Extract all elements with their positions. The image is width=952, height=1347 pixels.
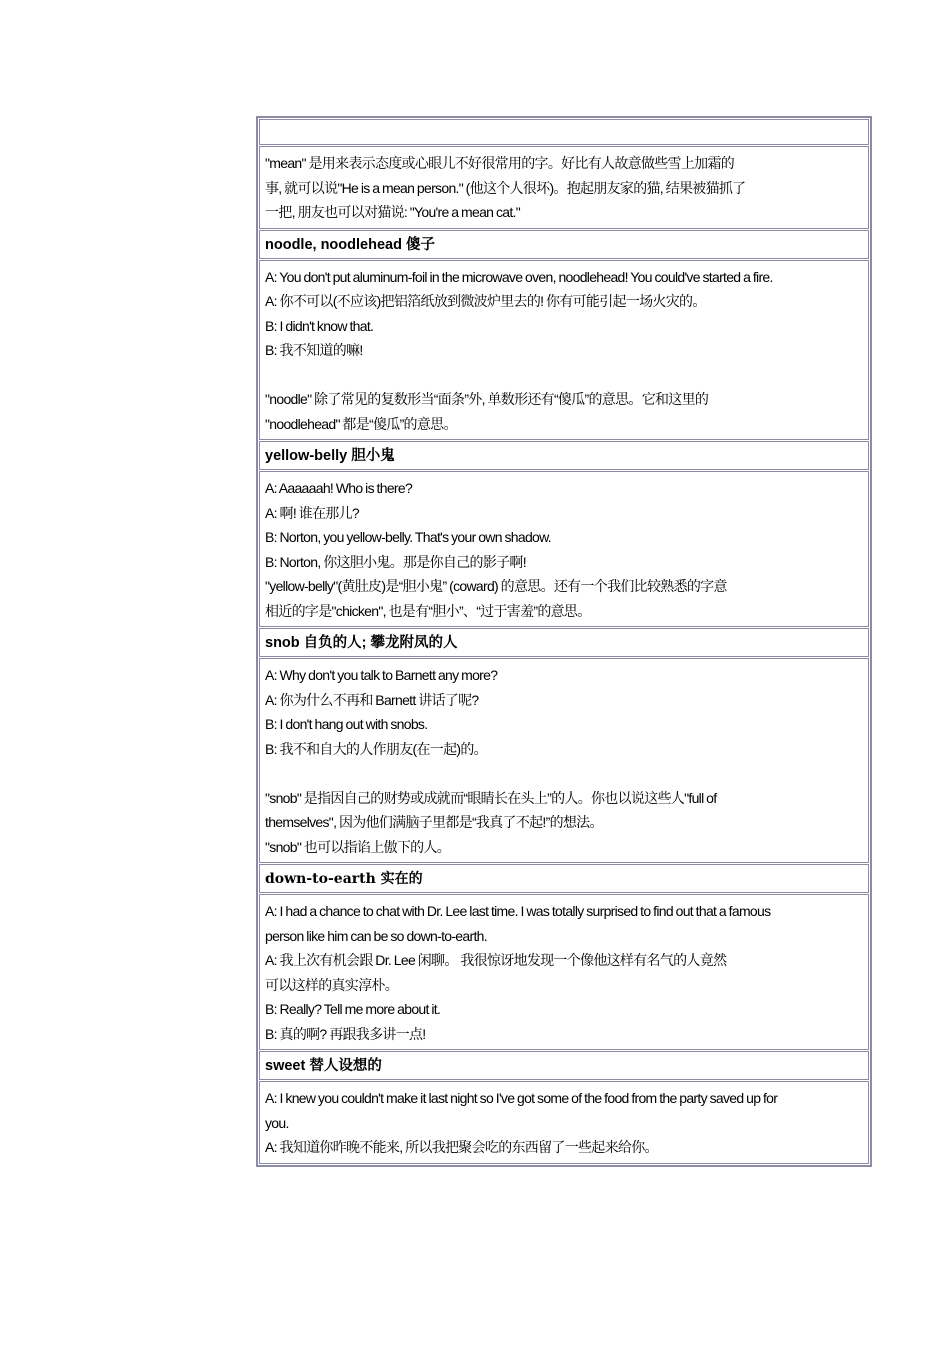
text-line: 可以这样的真实淳朴。 [265,976,398,993]
text-line: 相近的字是"chicken", 也是有“胆小”、“过于害羞”的意思。 [265,602,591,619]
text-line: person like him can be so down-to-earth. [265,927,487,944]
empty-top-cell [259,119,869,145]
text-line: "yellow-belly"(黄肚皮)是“胆小鬼” (coward) 的意思。还有一个我们比较熟悉的字意 [265,578,727,594]
entry-heading-down-to-earth: down-to-earth 实在的 [259,864,869,893]
text-line: B: I don't hang out with snobs. [265,716,428,732]
entry-body-sweet [259,1081,869,1164]
entry-heading-noodle: noodle, noodlehead 傻子 [259,230,869,259]
text-line: B: Norton, 你这胆小鬼。那是你自己的影子啊! [265,553,526,570]
text-line: A: 你不可以(不应该)把铝箔纸放到微波炉里去的! 你有可能引起一场火灾的。 [265,293,706,309]
text-line: A: I had a chance to chat with Dr. Lee last time. I was totally surprised to find out that a famous [265,903,771,919]
text-line: 事, 就可以说"He is a mean person." (他这个人很坏)。抱起朋友家的猫, 结果被猫抓了 [265,179,746,196]
entry-heading-snob: snob 自负的人; 攀龙附凤的人 [259,628,869,657]
text-line: B: Really? Tell me more about it. [265,1001,441,1017]
entry-body-snob [259,658,869,863]
text-line: A: 啊! 谁在那儿? [265,504,359,521]
entry-body-noodle [259,260,869,441]
text-line: A: 我上次有机会跟 Dr. Lee 闲聊。 我很惊讶地发现一个像他这样有名气的人竟然 [265,952,727,968]
blank-line [265,363,863,388]
text-line: A: 你为什么不再和 Barnett 讲话了呢? [265,691,479,708]
text-line: B: Norton, you yellow-belly. That's your own shadow. [265,529,551,545]
text-line: "snob" 也可以指谄上傲下的人。 [265,838,451,855]
entry-heading-yellow-belly: yellow-belly 胆小鬼 [259,441,869,470]
entry-body-yellow-belly [259,471,869,627]
text-line: B: 真的啊? 再跟我多讲一点! [265,1025,426,1042]
entry-body-down-to-earth [259,894,869,1050]
text-line: themselves", 因为他们满脑子里都是“我真了不起!”的想法。 [265,814,603,830]
text-line: B: 我不和自大的人作朋友(在一起)的。 [265,740,487,757]
text-line: A: Why don't you talk to Barnett any more? [265,667,498,683]
text-line: "mean" 是用来表示态度或心眼儿不好很常用的字。好比有人故意做些雪上加霜的 [265,155,735,171]
text-line: A: 我知道你昨晚不能来, 所以我把聚会吃的东西留了一些起来给你。 [265,1139,658,1155]
text-line: "noodle" 除了常见的复数形当“面条”外, 单数形还有“傻瓜”的意思。它和这里的 [265,391,709,407]
intro-cell [259,146,869,229]
entry-heading-sweet: sweet 替人设想的 [259,1051,869,1080]
text-line: "noodlehead" 都是“傻瓜”的意思。 [265,415,457,432]
text-line: B: 我不知道的嘛! [265,342,363,358]
text-line: A: Aaaaaah! Who is there? [265,480,413,496]
text-line: you. [265,1114,289,1131]
vocabulary-table [256,116,872,1167]
text-line: B: I didn't know that. [265,317,374,334]
text-line: A: You don't put aluminum-foil in the microwave oven, noodlehead! You could've started a fire. [265,268,773,285]
text-line: "snob" 是指因自己的财势或成就而“眼睛长在头上”的人。你也以说这些人"full of [265,789,717,806]
blank-line [265,761,863,786]
text-line: 一把, 朋友也可以对猫说: "You're a mean cat." [265,204,520,220]
text-line: A: I knew you couldn't make it last night so I've got some of the food from the party saved up for [265,1090,778,1106]
